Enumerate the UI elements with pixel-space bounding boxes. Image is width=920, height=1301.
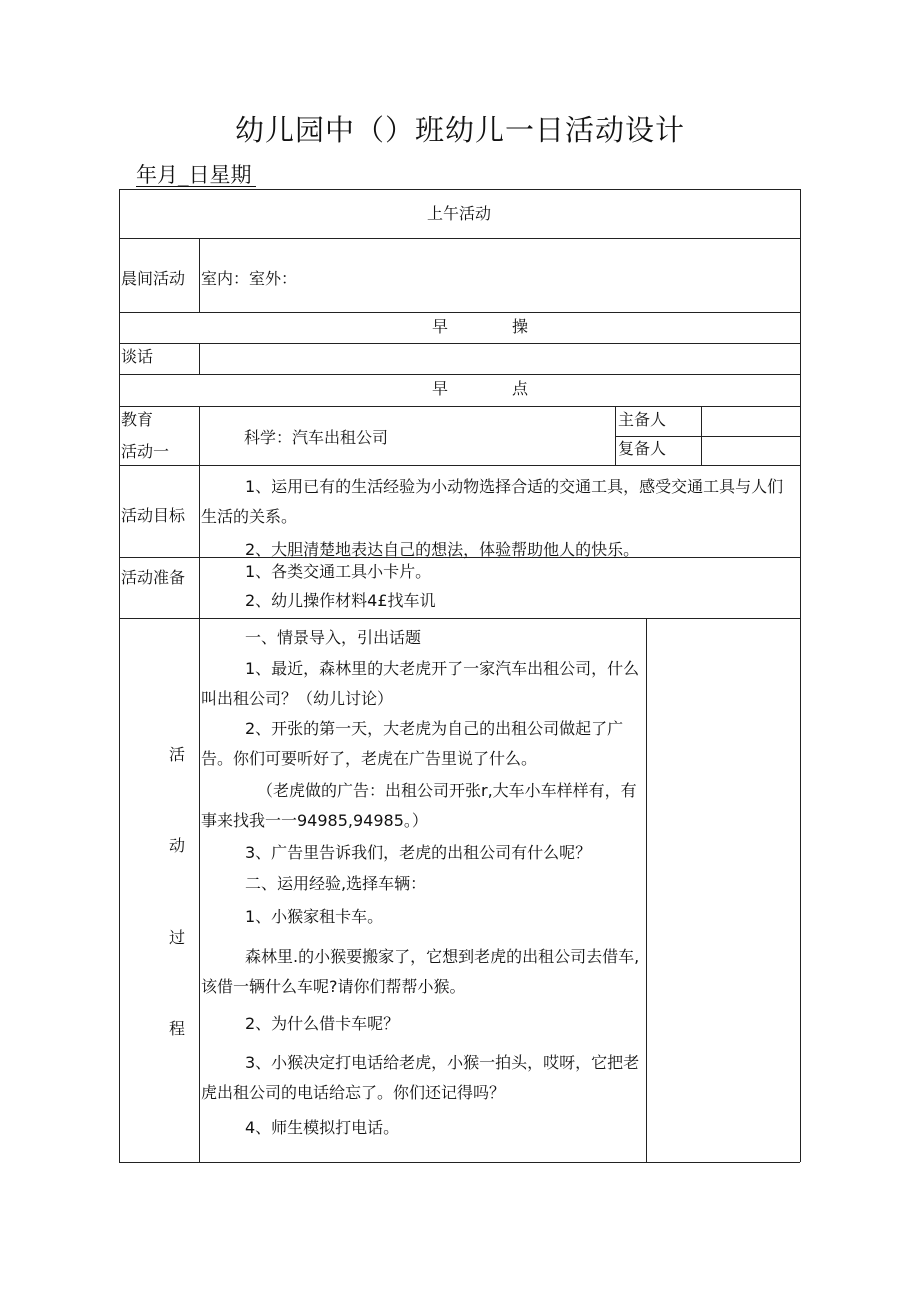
process-paragraph: 1、最近，森林里的大老虎开了一家汽车出租公司，什么叫出租公司？（幼儿讨论） [201,659,640,708]
row-divider [119,374,800,375]
column-divider [701,406,702,465]
process-label-char: 程 [169,1019,186,1038]
column-divider [199,343,200,374]
column-divider [199,238,200,312]
goal-item: 2、大胆清楚地表达自己的想法，体验帮助他人的快乐。 [245,540,640,559]
row-divider [615,436,800,437]
column-divider [800,189,801,1162]
education-label-line2: 活动一 [121,442,170,461]
row-divider [119,618,800,619]
section-title: 一、情景导入，引出话题 [245,628,422,647]
date-line: 年月_日星期 [136,163,252,187]
column-divider [119,189,120,1162]
preparation-item: 1、各类交通工具小卡片。 [245,562,432,581]
lead-prep-label: 主备人 [618,410,667,429]
row-divider [119,343,800,344]
process-label-char: 动 [169,836,186,855]
section-title: 二、运用经验,选择车辆： [245,874,427,893]
education-label-line1: 教育 [121,410,154,429]
process-paragraph: 3、广告里告诉我们，老虎的出租公司有什么呢？ [245,843,592,862]
date-underline [136,186,256,187]
exercise-label: 早操 [432,317,593,336]
column-divider [199,406,200,1162]
process-label-char: 活 [169,745,186,764]
row-divider [119,189,800,190]
process-paragraph: 3、小猴决定打电话给老虎，小猴一拍头，哎呀，它把老虎出租公司的电话给忘了。你们还记得吗？ [201,1053,640,1102]
column-divider [615,406,616,465]
arrival-content: 室内：室外： [201,269,298,288]
process-paragraph: 4、师生模拟打电话。 [245,1118,400,1137]
education-subject: 科学：汽车出租公司 [244,428,389,447]
preparation-item: 2、幼儿操作材料4£找车讥 [245,591,436,610]
co-prep-label: 复备人 [618,439,667,458]
row-divider [119,238,800,239]
process-paragraph: （老虎做的广告：出租公司开张r,大车小车样样有，有事来找我一一94985,94985。） [201,781,637,830]
page-title: 幼儿园中（）班幼儿一日活动设计 [234,113,685,147]
row-divider [119,1162,800,1163]
row-divider [119,465,800,466]
column-divider [646,618,647,1162]
process-paragraph: 1、小猴家租卡车。 [245,907,384,926]
goal-item: 1、运用已有的生活经验为小动物选择合适的交通工具，感受交通工具与人们生活的关系。 [201,477,784,526]
talk-label: 谈话 [121,347,154,366]
arrival-label: 晨间活动 [121,269,186,288]
process-label-char: 过 [169,928,186,947]
row-divider [119,406,800,407]
process-paragraph: 森林里.的小猴要搬家了，它想到老虎的出租公司去借车,该借一辆什么车呢?请你们帮帮小猴。 [201,947,640,996]
goals-label: 活动目标 [121,506,186,525]
preparation-label: 活动准备 [121,568,186,587]
row-divider [119,312,800,313]
morning-header: 上午活动 [427,204,492,223]
snack-label: 早点 [432,379,593,398]
process-paragraph: 2、为什么借卡车呢？ [245,1014,400,1033]
process-paragraph: 2、开张的第一天，大老虎为自己的出租公司做起了广告。你们可要听好了，老虎在广告里说了什么。 [201,719,624,768]
